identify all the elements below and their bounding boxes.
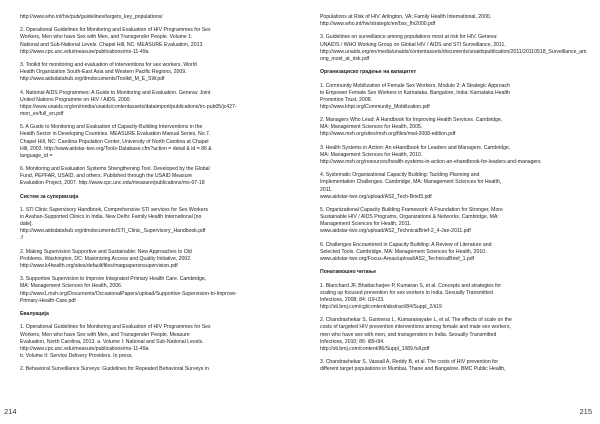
reference-entry: 6. Monitoring and Evaluation Systems Strengthening Tool. Developed by the Global Fund, PEPFAR, USAID, and others. Published through the USAID Measure Evaluation Project, 2007. http://www.cpc.unc.edu/measure/publications/ms-07-18 xyxy=(20,166,210,187)
reference-entry: 1. Operational Guidelines for Monitoring and Evaluation of HIV Programmes for Sex Workers, Men who have Sex with Men, and Transgender People. Measure Evaluation, North Carolina, 2013. a. Volume I: National and Sub-National Levels. http://www.cpc.unc.edu/measure/publications/ms-11-49a b. Volume II: Service Delivery Providers. In press. xyxy=(20,324,211,359)
left-page-content xyxy=(20,14,290,373)
reference-entry: 3. Guidelines on surveillance among populations most at risk for HIV. Geneva: UNAIDS / WHO Working Group on Global HIV / AIDS and STI Surveillance, 2011. http://www.unaids.org/en/media/unaids/contentassets/documents/unaidspublication/2011/20110518_Surveillance_among_most_at_risk.pdf xyxy=(320,34,587,62)
reference-entry: 3. Toolkit for monitoring and evaluation of interventions for sex workers. World Health Organization South-East Asia and Western Pacific Regions, 2009. http://www.aidsdatahub.org/dmdocuments/Toolkit_M_E_SW.pdf xyxy=(20,62,197,83)
section-heading: Евалуација xyxy=(20,311,49,318)
reference-entry: 2. Operational Guidelines for Monitoring and Evaluation of HIV Programmes for Sex Workers, Men who have Sex with Men, and Transgender People. Volume 1: National and Sub-National Levels. Chapel Hill, NC: MEASURE Evaluation, 2013. http://www.cpc.unc.edu/measure/publications/ms-11-49a xyxy=(20,27,211,55)
reference-entry: 1. Blanchard JF, Bhattacharjee P, Kumaran S, et al. Concepts and strategies for scaling up focused prevention for sex workers in India. Sexually Transmitted Infections, 2008; 84: i19-i23. http://sti.bmj.com/cgi/content/abstract/84/Suppl_2/ii19 xyxy=(320,282,502,310)
reference-entry: 5. Organizational Capacity Building Framework: A Foundation for Stronger, More Sustainable HIV / AIDS Programs, Organizations & Networks. Cambridge, MA: Management Sciences for Health, 2011. www.aidstar-two.org/upload/AS2_TechnicalBrief-2_4-Jan-2011.pdf xyxy=(320,207,503,235)
reference-entry: 3. Supportive Supervision to Improve Integrated Primary Health Care. Cambridge, MA: Management Sciences for Health, 2006. http://www1.msh.org/Documents/OccasionalPapers/upload/Supportive-Supervision-to-Improve- Primary-Health-Care.pdf xyxy=(20,276,237,304)
reference-entry: 6. Challenges Encountered in Capacity Building: A Review of Literature and Selected Tools. Cambridge, MA: Management Sciences for Health, 2010. www.aidstar-two.org/Focus-Areas/upload/AS2_TechnicalBrief_1.pdf xyxy=(320,241,492,262)
section-heading: Понатамошно читање xyxy=(320,269,377,276)
reference-entry: 5. A Guide to Monitoring and Evaluation of Capacity-Building Interventions in the Health Sector in Developing Countries. MEASURE Evaluation Manual Series, No.7. Chapel Hill, NC: Carolina Population Center, University of North Carolina at Chapel Hill, 2003. http://www.aidstar-two.org/Tools-Database.cfm?action = detail & id = 86 & language_id = xyxy=(20,124,212,159)
reference-entry: 1. Community Mobilization of Female Sex Workers. Module 2: A Strategic Approach to Empower Female Sex Workers in Karnataka. Bangalore, India: Karnataka Health Promotion Trust, 2008. http://www.khpt.org/Community_Mobilization.pdf xyxy=(320,82,510,110)
reference-entry: 1. STI Clinic Supervisory Handbook, Comprehensive STI services for Sex Workers in Avahan-Supported Clinics in India. New Delhi: Family Health International [no date]. http://www.aidsdatahub.org/dmdocuments/STI_Clinic_Supervisory_Handbook.pdf .f xyxy=(20,207,208,242)
reference-entry: 4. Systematic Organizational Capacity Building: Tackling Planning and Implementation Challenges. Cambridge, MA: Management Sciences for Health, 2011. www.aidstar-two.org/upload/AS2_Tech-Brief3.pdf xyxy=(320,172,502,200)
reference-entry: 3. Chandrashekar S, Vassall A, Reddy B, et al. The costs of HIV prevention for different target populations in Mumbai, Thane and Bangalore. BMC Public Health, xyxy=(320,359,506,373)
reference-entry: 2. Chandrashekar S, Guinness L, Kumaranayake L, et al. The effects of scale on the costs of targeted HIV prevention interventions among female and male sex workers, men who have sex with men, and transgenders in India. Sexually Transmitted Infections, 2010; 86: i89-i94. http://sti.bmj.com/content/86/Suppl_1/i89.full.pdf xyxy=(320,317,512,352)
reference-entry: 2. Behavioral Surveillance Surveys: Guidelines for Repeated Behavioral Surveys in xyxy=(20,366,209,373)
right-page-content xyxy=(320,14,588,373)
reference-entry: Populations at Risk of HIV. Arlington, VA: Family Health International, 2000. http://www.who.int/hiv/strategic/en/bss_fhi2000.pdf xyxy=(320,14,492,28)
right-page xyxy=(300,0,600,424)
section-heading: Организациско градење на капацитет xyxy=(320,69,417,76)
reference-entry: 2. Making Supervision Supportive and Sustainable: New Approaches to Old Problems. Washington, DC: Maximizing Access and Quality Initiative, 2002. http://www.k4health.org/sites/default/files/maqpaperonsupervision.pdf xyxy=(20,248,192,269)
reference-entry: 3. Health Systems in Action: An eHandbook for Leaders and Managers. Cambridge, MA: Management Sciences for Health, 2010. http://www.msh.org/resources/health-systems-in-action-an-ehandbook-for-leaders-and-managers xyxy=(320,144,541,165)
page-number-left: 214 xyxy=(4,407,17,416)
reference-entry: http://www.who.int/hiv/pub/guidelines/targets_key_populations/ xyxy=(20,14,163,20)
section-heading: Систем за супервизија xyxy=(20,193,79,200)
page-number-right: 215 xyxy=(579,407,592,416)
reference-entry: 4. National AIDS Programmes: A Guide to Monitoring and Evaluation. Geneva: Joint United Nations Programme on HIV / AIDS, 2000. https://www.unaids.org/en/media/unaids/contentassets/dataimport/publications/irc-pub05/jc427- mon_ev/full_en.pdf xyxy=(20,89,237,117)
reference-entry: 2. Managers Who Lead: A Handbook for Improving Health Services. Cambridge, MA: Management Sciences for Health, 2005. http://www.msh.org/sites/msh.org/files/mwl-2008-edition.pdf xyxy=(320,117,503,138)
